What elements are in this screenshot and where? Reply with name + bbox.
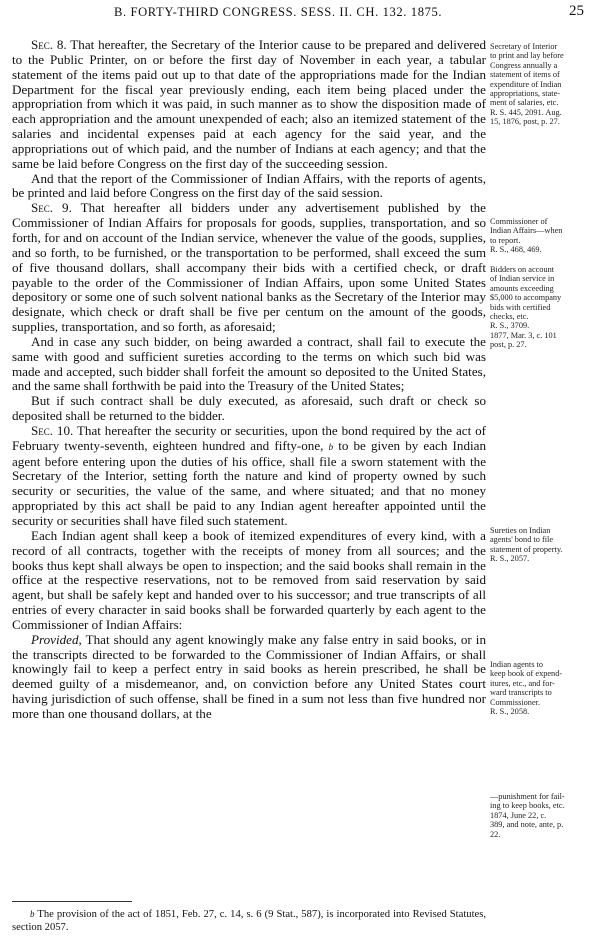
- footnote-mark: b: [30, 909, 35, 919]
- footnote: [12, 908, 486, 934]
- margin-note-line: to report.: [490, 235, 521, 245]
- margin-note-agent-books: [490, 660, 598, 716]
- section-lead: Sec. 10.: [31, 422, 74, 438]
- paragraph-sec-10: [12, 424, 486, 529]
- margin-note-line: R. S., 2058.: [490, 707, 530, 717]
- margin-note-line: Indian Affairs—when: [490, 226, 563, 236]
- paragraph-text-continued: to be given by each Indian agent before entering upon the duties of his office, shall file a sworn statement with the Secretary of the Interior, setting forth the nature and kind of property owned by such security or securities, the value of the same, and where situated; and that no money appropriated by this act shall be paid to any Indian agent hereafter appointed until the security or securities shall have filed such statement.: [12, 437, 486, 528]
- paragraph-agent-books: [12, 529, 486, 633]
- margin-note-line: ing to keep books, etc.: [490, 801, 565, 811]
- paragraph-text: Each Indian agent shall keep a book of itemized expenditures of every kind, with a record of all contracts, together with the receipts of money from all sources; and the books thus kept shall always be open to inspection; and the said books shall remain in the office at the respective reservations, not to be removed from said reservation by said agent, but shall be safely kept and handed over to his successor; and true transcripts of all entries of every character in said books shall be forwarded quarterly by each agent to the Commissioner of Indian Affairs:: [12, 527, 486, 632]
- margin-note-secretary: [490, 42, 598, 127]
- margin-note-line: Sureties on Indian: [490, 526, 551, 535]
- margin-note-line: 1874, June 22, c.: [490, 810, 547, 820]
- margin-note-line: ward transcripts to: [490, 688, 552, 698]
- margin-note-punishment: [490, 792, 598, 839]
- margin-note-line: of Indian service in: [490, 274, 555, 284]
- margin-note-bidders: [490, 265, 598, 350]
- proviso-lead: Provided: [31, 631, 79, 647]
- margin-note-line: 15, 1876, post, p. 27.: [490, 117, 560, 127]
- margin-note-line: statement of items of: [490, 70, 560, 80]
- running-title: B. FORTY-THIRD CONGRESS. SESS. II. CH. 132. 1875.: [114, 5, 443, 19]
- paragraph-sec-8: [12, 38, 486, 172]
- margin-note-line: keep book of expend-: [490, 669, 563, 679]
- paragraph-bidder-forfeit: [12, 335, 486, 394]
- paragraph-text: And in case any such bidder, on being awarded a contract, shall fail to execute the same with good and sufficient sureties according to the terms on which such bid was made and accepted, such bidder shall forfeit the amount so deposited to the United States, and the same shall forthwith be paid into the Treasury of the United States;: [12, 333, 486, 394]
- margin-note-line: —punishment for fail-: [490, 792, 565, 801]
- footnote-text: The provision of the act of 1851, Feb. 27, c. 14, s. 6 (9 Stat., 587), is incorporated into Revised Statutes, section 2057.: [12, 909, 486, 933]
- footnote-divider: [12, 901, 132, 902]
- margin-note-line: 389, and note, ante, p.: [490, 820, 564, 830]
- footnote-reference: b: [328, 441, 334, 452]
- margin-note-line: checks, etc.: [490, 312, 529, 322]
- margin-note-line: Congress annually a: [490, 60, 558, 70]
- paragraph-text: , That should any agent knowingly make any false entry in said books, or in the transcripts directed to be forwarded to the Commissioner of Indian Affairs, or shall knowingly fail to keep a perfect entry in said books as herein prescribed, he shall be deemed guilty of a misdemeanor, and, on conviction before any United States court having jurisdiction of such offense, shall be fined in a sum not less than five hundred nor more than one thousand dollars, at the: [12, 631, 486, 721]
- margin-note-line: R. S., 2057.: [490, 554, 530, 564]
- margin-note-line: $5,000 to accompany: [490, 293, 562, 303]
- margin-note-line: bids with certified: [490, 302, 551, 312]
- margin-note-sureties: [490, 526, 598, 564]
- margin-note-line: 22.: [490, 829, 501, 839]
- paragraph-text: That hereafter all bidders under any advertisement published by the Commissioner of Indian Affairs for proposals for goods, supplies, transportation, and so forth, for and on account of the Indian service, whenever the value of the goods, supplies, and so forth, to be furnished, or the transportation to be performed, shall exceed the sum of five thousand dollars, shall accompany their bids with a certified check, or draft payable to the order of the Commissioner of Indian Affairs, upon some United States depository or some one of such solvent national banks as the Secretary of the Interior may designate, which check or draft shall be five per centum on the amount of the goods, supplies, transportation, and so forth, as aforesaid;: [12, 200, 486, 335]
- margin-note-line: itures, etc., and for-: [490, 678, 555, 688]
- margin-note-line: ment of salaries, etc.: [490, 98, 559, 108]
- section-lead: Sec. 9.: [31, 200, 72, 216]
- margin-note-line: expenditure of Indian: [490, 79, 562, 89]
- margin-note-line: Commissioner.: [490, 697, 541, 707]
- paragraph-text: But if such contract shall be duly executed, as aforesaid, such draft or check so deposited shall be returned to the bidder.: [12, 393, 486, 424]
- margin-note-line: amounts exceeding: [490, 283, 554, 293]
- margin-note-line: R. S. 445, 2091. Aug.: [490, 107, 562, 117]
- paragraph-text: That hereafter, the Secretary of the Interior cause to be prepared and delivered to the Public Printer, on or before the first day of November in each year, a tabular statement of the items paid out up to that date of the appropriations made for the Indian Department for the fiscal year previously ending, each item being placed under the appropriation from which it was paid, in such manner as to show the disposition made of each appropriation and the amount unexpended of each; also an itemized statement of the salaries and incidental expenses paid at each agency for the said year, and the appropriations out of which paid, and the number of Indians at each agency; and that the same be laid before Congress on the first day of the succeeding session.: [12, 37, 486, 171]
- margin-note-commissioner: [490, 217, 598, 255]
- margin-note-line: to print and lay before: [490, 51, 564, 61]
- paragraph-check-returned: [12, 394, 486, 424]
- paragraph-sec-9: [12, 201, 486, 335]
- main-text-column: [12, 38, 486, 722]
- running-header: [0, 4, 600, 20]
- margin-note-line: Bidders on account: [490, 265, 555, 274]
- margin-note-line: statement of property.: [490, 544, 563, 554]
- margin-note-line: Commissioner of: [490, 217, 548, 226]
- margin-note-line: Indian agents to: [490, 660, 543, 669]
- margin-note-line: appropriations, state-: [490, 89, 561, 99]
- margin-note-line: R. S., 468, 469.: [490, 245, 542, 255]
- paragraph-proviso: [12, 633, 486, 722]
- page-number: 25: [569, 3, 584, 19]
- margin-note-line: post, p. 27.: [490, 340, 527, 350]
- paragraph-text: That hereafter the security or securities, upon the bond required by the act of February twenty-seventh, eighteen hundred and fifty-one,: [12, 422, 486, 453]
- section-lead: Sec. 8.: [31, 37, 67, 52]
- margin-note-line: 1877, Mar. 3, c. 101: [490, 330, 557, 340]
- margin-note-line: Secretary of Interior: [490, 42, 558, 51]
- paragraph-commissioner-report: [12, 172, 486, 202]
- margin-note-line: R. S., 3709.: [490, 321, 530, 331]
- paragraph-text: And that the report of the Commissioner of Indian Affairs, with the reports of agents, be printed and laid before Congress on the first day of the said session.: [12, 170, 486, 201]
- margin-note-line: agents' bond to file: [490, 535, 554, 545]
